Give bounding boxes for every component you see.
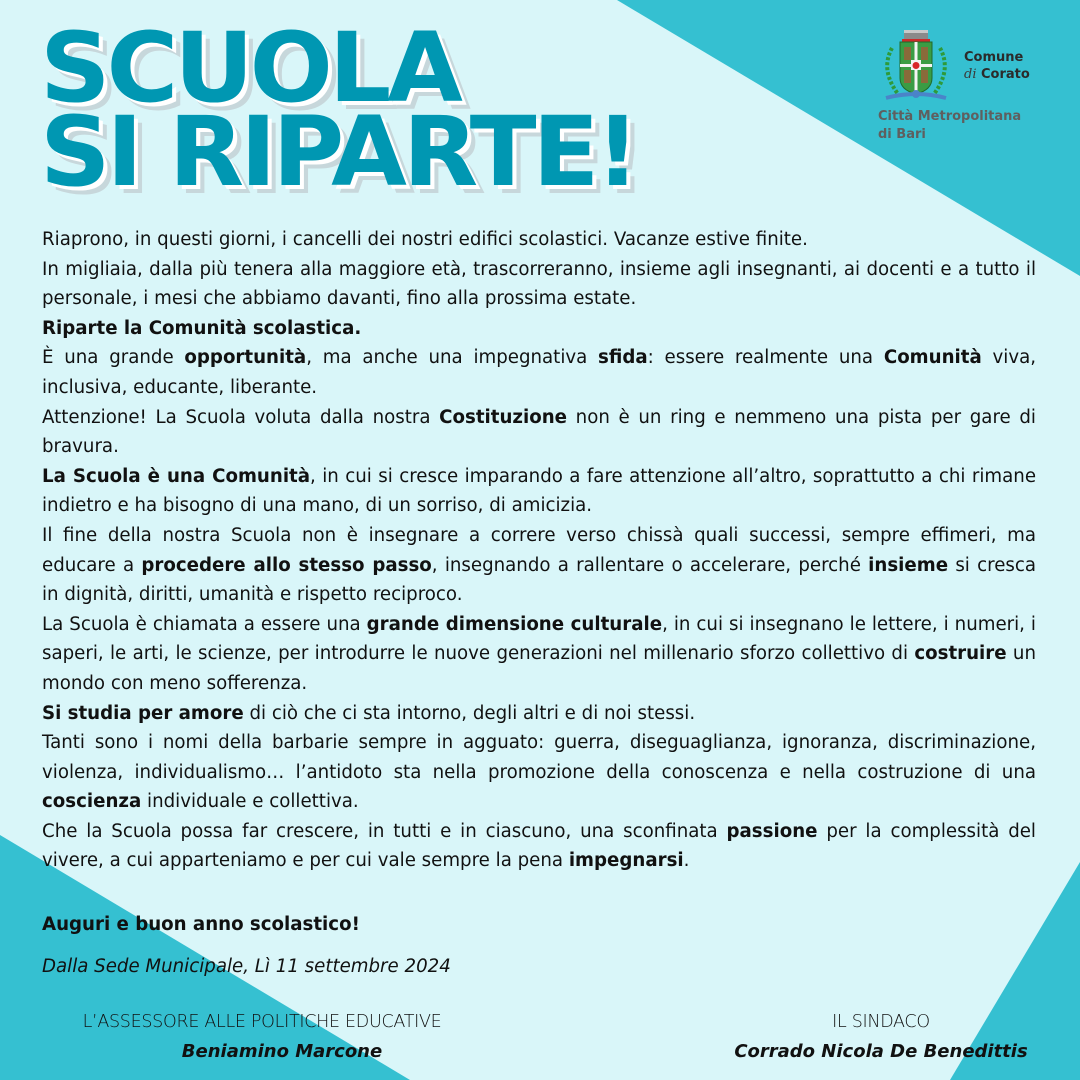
paragraph-text: , ma anche una impegnativa	[306, 347, 599, 369]
body-paragraph	[42, 314, 1036, 344]
body-paragraph	[42, 699, 1036, 729]
body-paragraph	[42, 521, 1036, 610]
paragraph-text: , insegnando a rallentare o accelerare, perché	[431, 554, 869, 576]
body-paragraph	[42, 225, 1036, 255]
emphasis-text: insieme	[868, 554, 949, 576]
emphasis-text: Si studia per amore	[42, 702, 244, 724]
paragraph-text: Attenzione! La Scuola voluta dalla nostra	[42, 406, 440, 428]
paragraph-text: viva, inclusiva, educante, liberante.	[42, 347, 1037, 398]
emphasis-text: procedere allo stesso passo	[141, 554, 432, 576]
signature-name: Corrado Nicola De Benedittis	[734, 1041, 1028, 1062]
page-title	[40, 12, 636, 208]
emphasis-text: costruire	[914, 643, 1007, 665]
title-line-1: SCUOLA	[40, 12, 459, 124]
paragraph-text: In migliaia, dalla più tenera alla maggiore età, trascorreranno, insieme agli insegnanti, ai docenti e a tutto il personale, i mesi che abbiamo davanti, fino alla prossima estate.	[42, 258, 1036, 310]
emphasis-text: Costituzione	[439, 406, 567, 428]
emphasis-text: La Scuola è una Comunità	[42, 465, 311, 487]
emphasis-text: Riparte la Comunità scolastica.	[42, 317, 362, 339]
body-paragraph	[42, 343, 1036, 402]
coat-of-arms-icon	[878, 28, 954, 104]
municipality-logo	[878, 28, 1048, 144]
body-paragraph	[42, 610, 1036, 699]
paragraph-text: per la complessità del vivere, a cui apparteniamo e per cui vale sempre la pena	[42, 820, 1036, 872]
emphasis-text: coscienza	[42, 791, 142, 813]
body-paragraph	[42, 462, 1036, 521]
emphasis-text: Comunità	[883, 347, 982, 369]
paragraph-text: non è un ring e nemmeno una pista per gare di bravura.	[42, 406, 1036, 458]
logo-text	[964, 49, 1030, 83]
title-line-2: SI RIPARTE!	[40, 96, 636, 208]
emphasis-text: grande dimensione culturale	[366, 613, 663, 635]
paragraph-text: individuale e collettiva.	[141, 791, 359, 813]
emphasis-text: impegnarsi	[568, 850, 684, 872]
paragraph-text: di ciò che ci sta intorno, degli altri e di noi stessi.	[243, 702, 696, 724]
paragraph-text: un mondo con meno sofferenza.	[42, 643, 1036, 694]
paragraph-text: , in cui si cresce imparando a fare attenzione all’altro, soprattutto a chi rimane indietro e ha bisogno di una mano, di un sorriso, di amicizia.	[42, 465, 1037, 517]
emphasis-text: opportunità	[184, 347, 307, 369]
logo-corato: di Corato	[964, 67, 1030, 82]
paragraph-text: .	[683, 850, 690, 872]
paragraph-text: La Scuola è chiamata a essere una	[42, 613, 367, 635]
body-paragraph	[42, 817, 1036, 876]
dateline: Dalla Sede Municipale, Lì 11 settembre 2024	[42, 956, 451, 977]
paragraph-text: si cresca in dignità, diritti, umanità e rispetto reciproco.	[42, 554, 1037, 606]
body-paragraph	[42, 255, 1036, 314]
paragraph-text: Il fine della nostra Scuola non è insegnare a correre verso chissà quali successi, sempre effimeri, ma educare a	[42, 524, 1036, 576]
body-paragraph	[42, 728, 1036, 817]
paragraph-text: Tanti sono i nomi della barbarie sempre in agguato: guerra, diseguaglianza, ignoranza, discriminazione, violenza, individualismo… l’antidoto sta nella promozione della conoscenza e nella costruzione di una	[42, 732, 1036, 783]
paragraph-text: Che la Scuola possa far crescere, in tutti e in ciascuno, una sconfinata	[42, 820, 727, 842]
signature-name: Beniamino Marcone	[181, 1041, 383, 1062]
signature-role: L’ASSESSORE ALLE POLITICHE EDUCATIVE	[82, 1012, 442, 1032]
body-paragraph	[42, 403, 1036, 462]
paragraph-text: È una grande	[42, 347, 185, 369]
paragraph-text: Riaprono, in questi giorni, i cancelli dei nostri edifici scolastici. Vacanze estive finite.	[42, 229, 808, 250]
signature-role: IL SINDACO	[832, 1012, 930, 1032]
greeting: Auguri e buon anno scolastico!	[42, 914, 360, 935]
paragraph-text: : essere realmente una	[647, 347, 884, 369]
logo-comune: Comune	[964, 50, 1024, 65]
emphasis-text: sfida	[598, 347, 648, 369]
signature-sindaco	[712, 1008, 1050, 1068]
paragraph-text: , in cui si insegnano le lettere, i numeri, i saperi, le arti, le scienze, per introdurre le nuove generazioni nel millenario sforzo collettivo di	[42, 613, 1036, 665]
signature-assessore	[44, 1008, 480, 1068]
emphasis-text: passione	[726, 820, 818, 842]
logo-subtitle: Città Metropolitana di Bari	[878, 109, 1022, 142]
message-body	[42, 225, 1036, 876]
